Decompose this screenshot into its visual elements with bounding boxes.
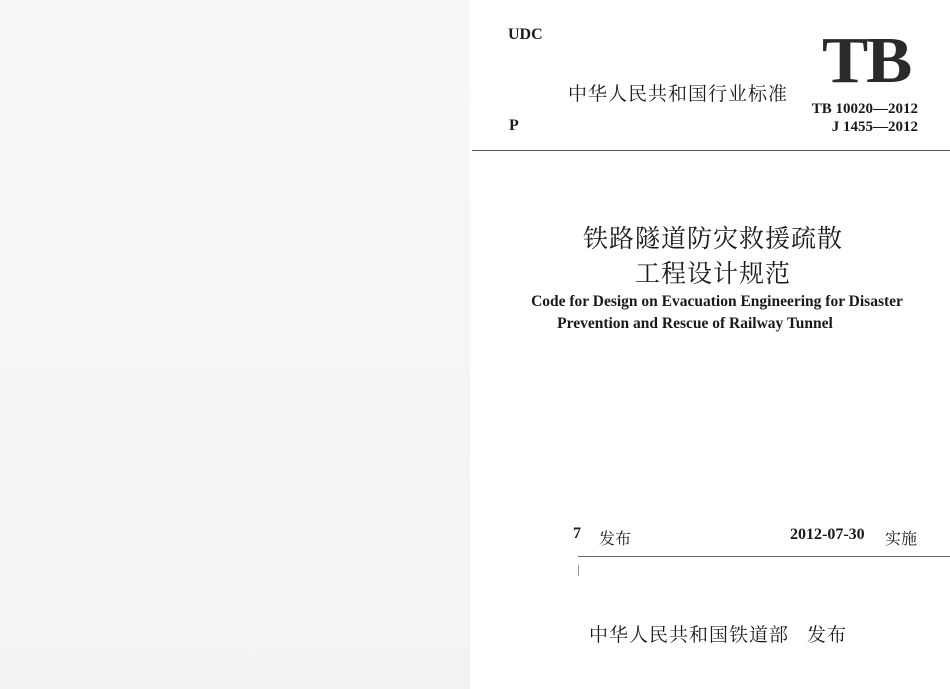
record-number: J 1455—2012 — [831, 119, 918, 135]
title-en-line2: Prevention and Rescue of Railway Tunnel — [557, 315, 833, 332]
margin-tick — [578, 565, 579, 576]
header-divider — [472, 150, 950, 151]
publish-label: 发布 — [807, 624, 848, 646]
issue-date-fragment: 7 — [573, 525, 581, 542]
title-en-line1: Code for Design on Evacuation Engineering for Disaster — [531, 293, 903, 310]
title-cn-line1: 铁路隧道防灾救援疏散 — [582, 224, 843, 253]
issue-label: 发布 — [599, 529, 632, 548]
date-divider — [578, 556, 950, 557]
category-code: P — [509, 117, 519, 134]
left-page — [0, 0, 470, 689]
implement-date: 2012-07-30 — [790, 526, 865, 543]
publisher-name: 中华人民共和国铁道部 — [589, 624, 790, 646]
tb-logo: TB — [822, 24, 911, 97]
title-cn-line2: 工程设计规范 — [634, 259, 791, 288]
udc-label: UDC — [508, 26, 543, 43]
standard-number: TB 10020—2012 — [811, 101, 918, 117]
publisher-line — [589, 620, 847, 647]
industry-standard-label: 中华人民共和国行业标准 — [568, 83, 789, 105]
implement-label: 实施 — [885, 529, 918, 548]
